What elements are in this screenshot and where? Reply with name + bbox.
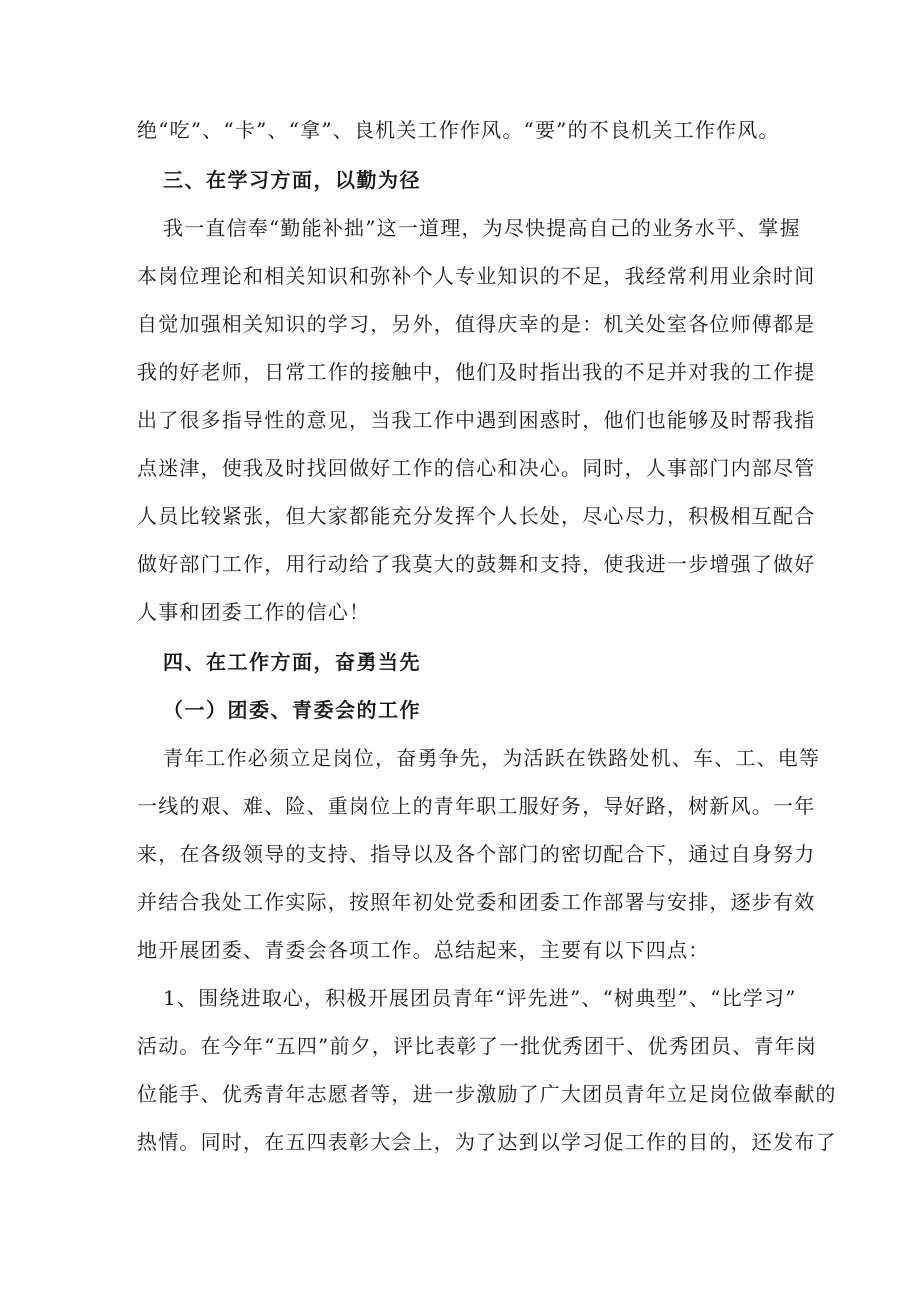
paragraph-line: 出了很多指导性的意见，当我工作中遇到困惑时，他们也能够及时帮我指	[137, 408, 816, 432]
paragraph-line: 本岗位理论和相关知识和弥补个人专业知识的不足，我经常利用业余时间	[137, 264, 816, 288]
paragraph-line: 我一直信奉“勤能补拙”这一道理，为尽快提高自己的业务水平、掌握	[163, 216, 801, 240]
paragraph-line: 我的好老师，日常工作的接触中，他们及时指出我的不足并对我的工作提	[137, 360, 816, 384]
list-item-line: 1、围绕进取心，积极开展团员青年“评先进”、“树典型”、“比学习”	[163, 986, 797, 1010]
paragraph-line: 并结合我处工作实际，按照年初处党委和团委工作部署与安排，逐步有效	[137, 890, 816, 914]
paragraph-line: 做好部门工作，用行动给了我莫大的鼓舞和支持，使我进一步增强了做好	[137, 552, 816, 576]
paragraph-line: 自觉加强相关知识的学习，另外，值得庆幸的是：机关处室各位师傅都是	[137, 312, 816, 336]
section-heading-study: 三、在学习方面，以勤为径	[163, 168, 421, 192]
paragraph-line: 一线的艰、难、险、重岗位上的青年职工服好务，导好路，树新风。一年	[137, 794, 816, 818]
list-item-line: 热情。同时，在五四表彰大会上，为了达到以学习促工作的目的，还发布了	[137, 1130, 837, 1154]
subsection-heading-youth-league: （一）团委、青委会的工作	[163, 698, 421, 722]
list-item-line: 位能手、优秀青年志愿者等，进一步激励了广大团员青年立足岗位做奉献的	[137, 1082, 837, 1106]
paragraph-line: 来，在各级领导的支持、指导以及各个部门的密切配合下，通过自身努力	[137, 842, 816, 866]
paragraph-line: 青年工作必须立足岗位，奋勇争先，为活跃在铁路处机、车、工、电等	[163, 746, 821, 770]
paragraph-line: 人事和团委工作的信心！	[137, 600, 371, 624]
paragraph-line: 地开展团委、青委会各项工作。总结起来，主要有以下四点：	[137, 938, 710, 962]
text-line-continuation: 绝“吃”、“卡”、“拿”、良机关工作作风。“要”的不良机关工作作风。	[137, 118, 780, 142]
section-heading-work: 四、在工作方面，奋勇当先	[163, 650, 421, 674]
paragraph-line: 点迷津，使我及时找回做好工作的信心和决心。同时，人事部门内部尽管	[137, 456, 816, 480]
paragraph-line: 人员比较紧张，但大家都能充分发挥个人长处，尽心尽力，积极相互配合	[137, 504, 816, 528]
list-item-line: 活动。在今年“五四”前夕，评比表彰了一批优秀团干、优秀团员、青年岗	[137, 1034, 818, 1058]
